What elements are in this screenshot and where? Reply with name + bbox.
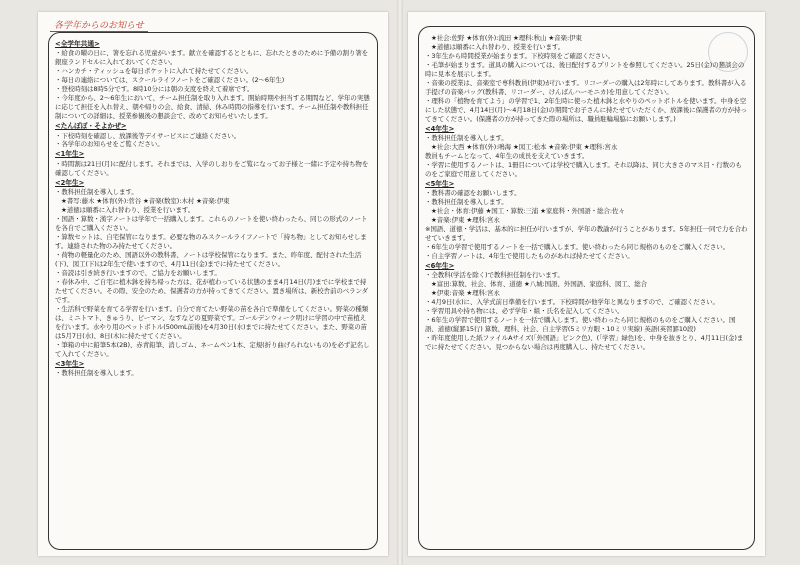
page-fold <box>397 0 403 565</box>
right-page <box>408 12 765 556</box>
notice-line: ・教科担任制を導入します。 <box>55 188 138 197</box>
left-notice-frame <box>48 32 378 550</box>
notice-line: ★社会・体育:伊藤 ★国工・算数:三浦 ★家庭科・外国語・総合:佐々 <box>431 207 625 216</box>
notice-section <box>425 180 748 261</box>
notice-line: ・ハンカチ・ティッシュを毎日ポケットに入れて持たせてください。 <box>55 67 253 76</box>
notice-line: ・算数セットは、自宅保管になります。必要な物のみスクールライフノートで「持ち物」としてお知らせします。連絡された物のみ持たせてください。 <box>55 232 367 250</box>
notice-line: ・4月9日(水)に、入学式前日準備を行います。下校時間が他学年と異なりますので、ご確認ください。 <box>425 298 719 307</box>
section-heading: <6年生> <box>425 262 455 271</box>
notice-section <box>425 34 748 124</box>
right-content <box>419 27 754 352</box>
notice-section <box>55 360 371 378</box>
notice-line: ★富田:算数、社会、体育、道徳 ★八城:国語、外国語、家庭科、図工、総合 <box>431 280 648 289</box>
notice-line: ・筆箱の中に鉛筆5本(2B)、赤青鉛筆、消しゴム、ネームペン1本、定規(折り曲げられないもの)を必ず記名して入れてください。 <box>55 340 370 358</box>
notice-line: ・今年度から、2〜6年生において、チーム担任制を取り入れます。開始時期や担当する期間など、学年の実態に応じて担任を入れ替え、朝や帰りの会、給食、清掃、休み時間の指導を行います。チーム担任制や教科担任制についての詳細は、授業参観後の懇談会で、改めてお知らせいたします。 <box>55 94 370 121</box>
notice-line: ・生活科で野菜を育てる学習を行います。自分で育てたい野菜の苗を各自で準備をしてください。野菜の種類は、ミニトマト、きゅうり、ピーマン、なすなどの夏野菜です。ゴールデンウィーク明けに学習の中で苗植えを行います。水やり用のペットボトル(500mL前後)を4月30日(水)までに持たせてください。また、野菜の苗は5月7日(水)、8日(木)に持たせてください。 <box>55 304 369 340</box>
notice-section <box>425 125 748 179</box>
notice-section <box>55 122 371 149</box>
left-page <box>38 12 388 556</box>
notice-line: ・学習に使用するノートは、1冊目については学校で購入します。それ以降は、同じ大きさのマス目・行数のものをご家庭で用意してください。 <box>425 160 742 178</box>
section-heading: <1年生> <box>55 150 85 159</box>
notice-line: ★書写:藤木 ★体育(外):菅谷 ★音楽(数室):木村 ★音楽:伊東 <box>61 197 230 206</box>
notice-line: ・教科担任制を導入します。 <box>425 134 508 143</box>
notice-line: ・6年生の学習で使用するノートを一括で購入します。使い終わったら同じ規格のものをご購入ください。国語、道徳(縦罫15行) 算数、理科、社会、自主学習(5ミリ方眼・10ミリ実線) 英語(英習罫10段) <box>425 316 736 334</box>
notice-line: ※国語、道徳・学活は、基本的に担任が行いますが、学年の教諭が行うことがあります。5年担任一同で力を合わせていきます。 <box>425 225 748 243</box>
notice-line: ・3年生から時間授業が始まります。下校時刻をご確認ください。 <box>425 51 615 60</box>
section-heading: <2年生> <box>55 178 85 187</box>
notice-line: ★社会:大西 ★体育(外):鳴海 ★図工:松本 ★音楽:伊東 ★理科:宮永 <box>431 143 618 152</box>
notice-header: 各学年からのお知らせ <box>50 18 148 32</box>
notice-line: ・音楽の授業は、音楽室で専科教員(伊東)が行います。リコーダーの購入は2年時にしてあります。教科書が入る手提げの音楽バッグ(教科書、リコーダー、けんばんハーモニカ)を用意してください。 <box>425 78 747 96</box>
section-heading: <5年生> <box>425 179 455 188</box>
notice-line: ・教科書の確認をお願いします。 <box>425 189 521 198</box>
notice-section <box>425 262 748 352</box>
notice-line: ・登校時刻は8時5分です。8時10分には朝の支度を終えて着席です。 <box>55 85 254 94</box>
notice-section <box>55 179 371 359</box>
notice-line: ・毎日の連絡については、スクールライフノートをご確認ください。(2〜6年生) <box>55 76 285 85</box>
notice-line: ★道徳は順番に入れ替わり、授業を行います。 <box>431 42 565 51</box>
notice-line: ・学習用具や持ち物には、必ず学年・組・氏名を記入してください。 <box>425 307 624 316</box>
section-heading: <たんぽぽ・そよかぜ> <box>55 122 127 131</box>
notice-line: ・給食の曜の日に、箸を忘れる児童がいます。献立を確認するとともに、忘れたときのために予備の割り箸を銀座ランドセルに入れておいてください。 <box>55 49 369 67</box>
notice-section <box>55 40 371 121</box>
notice-line: ・理科の「植物を育てよう」の学習で1、2年生時に使った植木鉢と水やりのペットボトルを使います。中身を空にした状態で、4月14日(月)〜4月18日(金)の期間でお子さんに持たせていただくか、放課後に保護者の方が持ってきてください。(保護者の方が持ってきた際の場所は、職員駐輪場脇にお願いします。) <box>425 96 747 123</box>
notice-line: ・時間割は21日(月)に配付します。それまでは、入学のしおりをご覧になってお子様と一緒に予定や持ち物を確認してください。 <box>55 159 369 177</box>
notice-line: ★音楽:伊東 ★理科:宮永 <box>431 216 500 225</box>
notice-line: ・毛筆が始まります。道具の購入については、後日配付するプリントを参照してください。25日(金)の懇談会の時に見本を展示します。 <box>425 60 745 78</box>
notice-line: 教員もチームとなって、4年生の成長を支えていきます。 <box>425 152 589 160</box>
right-notice-frame <box>418 26 755 550</box>
notice-line: ★伊東:音楽 ★理科:宮永 <box>431 289 500 298</box>
notice-line: ・自主学習ノートは、4年生で使用したものがあれば持たせてください。 <box>425 252 634 261</box>
notice-line: ・全教科(学活を除く)で教科担任制を行います。 <box>425 271 564 280</box>
section-heading: <4年生> <box>425 124 455 133</box>
notice-section <box>55 150 371 177</box>
notice-line: ★社会:佐野 ★体育(外):流田 ★理科:秋山 ★音楽:伊東 <box>431 34 582 42</box>
notice-line: ・6年生の学習で使用するノートを一括で購入します。使い終わったら同じ規格のものをご購入ください。 <box>425 243 730 252</box>
notice-line: ・各学年のお知らせをご覧ください。 <box>55 140 164 149</box>
notice-line: ・教科担任制を導入します。 <box>55 368 138 377</box>
notice-line: ★道徳は順番に入れ替わり、授業を行います。 <box>61 206 195 215</box>
left-content <box>49 33 377 378</box>
notice-line: ・国語・算数・漢字ノートは学年で一括購入します。これらのノートを使い終わったら、同じの形式のノートを各自でご購入ください。 <box>55 215 368 232</box>
notice-line: ・春休み中、ご自宅に植木鉢を持ち帰った方は、花が植わっている状態のまま4月14日(月)までに学校まで持たせてください。その際、安全のため、保護者の方が持ってきてください。置き場所は、新校舎前のベランダです。 <box>55 277 369 304</box>
notice-line: ・荷物の軽量化のため、国語以外の教科書、ノートは学校保管になります。また、昨年度、配付された生活(下)、図工(下)は2年生で使いますので、4月11日(金)までに持たせてください。 <box>55 250 362 268</box>
notice-line: ・音読は引き続き行いますので、ご協力をお願いします。 <box>55 268 221 277</box>
section-heading: <3年生> <box>55 359 85 368</box>
notice-line: ・教科担任制を導入します。 <box>425 198 508 207</box>
section-heading: <全学年共通> <box>55 40 100 48</box>
notice-line: ・下校時刻を確認し、放課後等デイサービスにご連絡ください。 <box>55 131 241 140</box>
notice-line: ・昨年度使用した紙ファイルAサイズ(「外国語」ピンク色)、(「学習」緑色)を、中身を抜きとり、4月11日(金)までに持たせてください。見つからない場合は再度購入し、持たせてください。 <box>425 334 744 352</box>
